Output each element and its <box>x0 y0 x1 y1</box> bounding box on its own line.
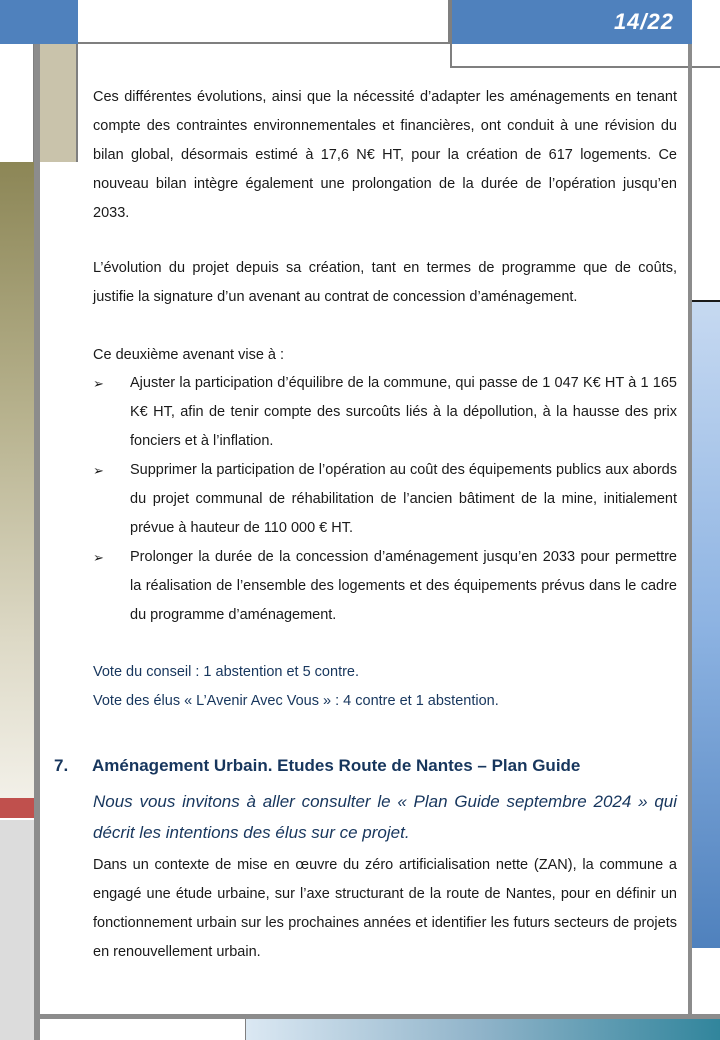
footer-left-strip <box>40 1019 246 1040</box>
arrow-bullet-icon: ➢ <box>93 463 104 478</box>
section-heading <box>54 751 684 780</box>
list-item <box>93 456 677 543</box>
arrow-bullet-icon: ➢ <box>93 376 104 391</box>
list-item <box>93 369 677 456</box>
right-blue-gradient-bar <box>692 300 720 948</box>
vote-conseil: Vote du conseil : 1 abstention et 5 contre. <box>93 664 360 680</box>
page-number <box>450 0 692 44</box>
section-intro-italic: Nous vous invitons à aller consulter le « Plan Guide septembre 2024 » qui décrit les intentions des élus sur ce projet. <box>93 792 677 842</box>
avenant-bullet-list <box>93 369 677 630</box>
left-margin-top <box>0 44 34 162</box>
section-title: Aménagement Urbain. Etudes Route de Nantes – Plan Guide <box>92 756 581 775</box>
left-olive-gradient-bar <box>0 162 34 798</box>
left-grey-bar <box>0 820 34 1040</box>
left-red-accent <box>0 798 34 818</box>
header-blue-block <box>0 0 78 44</box>
paragraph-avenant-intro: Ce deuxième avenant vise à : <box>93 347 285 363</box>
paragraph-bilan-global: Ces différentes évolutions, ainsi que la nécessité d’adapter les aménagements en tenant compte des contraintes environnementales et financières, ont conduit à une révision du bilan global, désormais estimé à 17,6 N€ HT, pour la création de 617 logements. Ce nouveau bilan intègre également une prolongation de la durée de l’opération jusqu’en 2033. <box>93 89 677 221</box>
paragraph-etude-urbaine: Dans un contexte de mise en œuvre du zéro artificialisation nette (ZAN), la commune a engagé une étude urbaine, sur l’axe structurant de la route de Nantes, pour en définir un fonctionnement urbain sur les prochaines années et identifier les futurs secteurs de projets en renouvellement urbain. <box>93 857 677 960</box>
header-right-frame <box>450 44 720 68</box>
list-item-text: Prolonger la durée de la concession d’aménagement jusqu’en 2033 pour permettre la réalisation de l’ensemble des logements et des équipements prévus dans le cadre du programme d’aménagement. <box>130 549 677 623</box>
header-blank-box <box>78 0 450 44</box>
left-frame-border <box>34 44 40 1040</box>
list-item-text: Supprimer la participation de l’opération au coût des équipements publics aux abords du projet communal de réhabilitation de l’ancien bâtiment de la mine, initialement prévue à hauteur de 110 000 € HT. <box>130 462 677 536</box>
paragraph-evolution-projet: L’évolution du projet depuis sa création, tant en termes de programme que de coûts, justifie la signature d’un avenant au contrat de concession d’aménagement. <box>93 260 677 305</box>
arrow-bullet-icon: ➢ <box>93 550 104 565</box>
vote-elus: Vote des élus « L’Avenir Avec Vous » : 4 contre et 1 abstention. <box>93 693 499 709</box>
section-number: 7. <box>54 756 69 775</box>
page-number-text: 14/22 <box>613 9 674 34</box>
list-item-text: Ajuster la participation d’équilibre de la commune, qui passe de 1 047 K€ HT à 1 165 K€ HT, afin de tenir compte des surcoûts liés à la dépollution, à la hausse des prix fonciers et à l’inflation. <box>130 375 677 449</box>
footer-gradient-strip <box>246 1019 720 1040</box>
list-item <box>93 543 677 630</box>
tan-accent-block <box>40 44 78 162</box>
